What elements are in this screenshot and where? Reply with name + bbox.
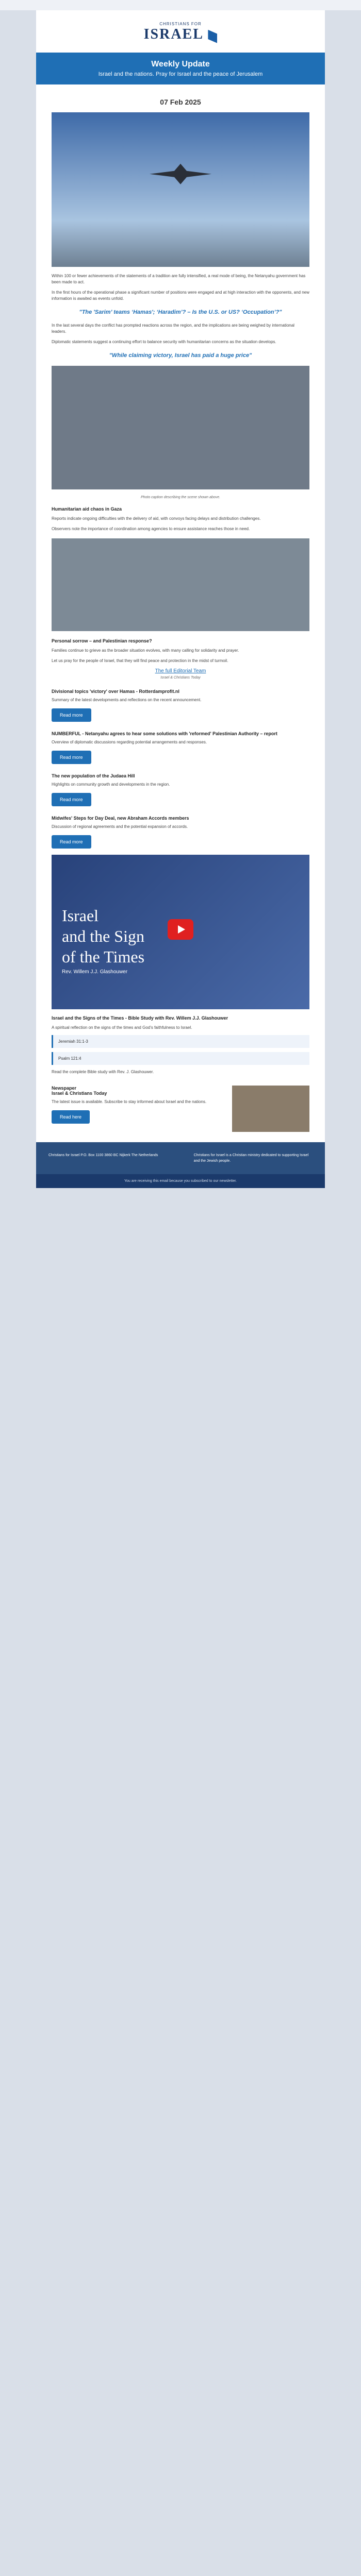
sorrow-paragraph-1: Families continue to grieve as the broader situation evolves, with many calling for solidarity and prayer. <box>52 648 239 653</box>
paragraph-1: In the last several days the conflict has prompted reactions across the region, and the implications are being weighed by international leaders. <box>52 323 294 334</box>
video-title-line-3: of the Times <box>62 947 145 966</box>
news-text: Summary of the latest developments and reflections on the recent announcement. <box>52 697 202 702</box>
bible-study-text: Read the complete Bible study with Rev. J. Glashouwer. <box>52 1069 154 1074</box>
news-title[interactable]: The new population of the Judaea Hill <box>52 773 135 778</box>
video-speaker: Rev. Willem J.J. Glashouwer <box>62 969 128 975</box>
logo-main: ISRAEL <box>143 26 204 42</box>
footer-bottom: You are receiving this email because you subscribed to our newsletter. <box>36 1174 325 1188</box>
paragraph-2: Diplomatic statements suggest a continuing effort to balance security with humanitarian concerns as the situation develops. <box>52 339 276 344</box>
news-text: Overview of diplomatic discussions regarding potential arrangements and responses. <box>52 739 207 744</box>
section-title-aid: Humanitarian aid chaos in Gaza <box>52 506 122 512</box>
crowd-image <box>52 366 309 489</box>
verse-reference-2: Psalm 121:4 <box>52 1052 309 1065</box>
flag-icon <box>208 30 217 43</box>
people-image <box>52 538 309 631</box>
hero-image <box>52 112 309 267</box>
video-title-line-2: and the Sign <box>62 926 144 945</box>
issue-date: 07 Feb 2025 <box>160 97 201 106</box>
read-more-button[interactable]: Read more <box>52 793 91 806</box>
read-more-button[interactable]: Read more <box>52 751 91 764</box>
content <box>36 84 325 1142</box>
bible-study-intro: A spiritual reflection on the signs of the times and God’s faithfulness to Israel. <box>52 1025 192 1030</box>
newspaper-image <box>232 1086 309 1132</box>
news-text: Discussion of regional agreements and the potential expansion of accords. <box>52 824 188 829</box>
quote-1: "The 'Sarim’ teams ‘Hamas'; ‘Haradim’? – Is the U.S. or US? ‘Occupation’?" <box>79 309 282 315</box>
sorrow-paragraph-2: Let us pray for the people of Israel, that they will find peace and protection in the midst of turmoil. <box>52 658 228 663</box>
header-subtitle: Israel and the nations. Pray for Israel and the peace of Jerusalem <box>98 71 263 77</box>
header-banner <box>36 53 325 84</box>
footer-address: Christians for Israel P.O. Box 1100 3860 BC Nijkerk The Netherlands <box>48 1153 158 1157</box>
newspaper-title: Newspaper <box>52 1085 77 1091</box>
news-title[interactable]: Divisional topics 'victory' over Hamas - Rotterdamprofit.nl <box>52 688 179 694</box>
newspaper-description: The latest issue is available. Subscribe to stay informed about Israel and the nations. <box>52 1099 207 1104</box>
video-thumbnail[interactable] <box>52 855 309 1009</box>
play-icon[interactable] <box>168 919 193 940</box>
read-more-button[interactable]: Read more <box>52 708 91 722</box>
section-title-sorrow: Personal sorrow – and Palestinian response? <box>52 638 152 643</box>
video-title-line-1: Israel <box>62 906 99 925</box>
editorial-link-sub: Israel & Christians Today <box>160 675 201 680</box>
verse-reference-1: Jeremiah 31:1-3 <box>52 1035 309 1048</box>
news-item <box>52 689 309 722</box>
news-item <box>52 816 309 849</box>
quote-2: "While claiming victory, Israel has paid a huge price" <box>109 352 252 359</box>
aircraft-icon <box>150 164 211 184</box>
image-caption: Photo caption describing the scene shown above. <box>140 495 221 499</box>
newspaper-section <box>52 1086 309 1132</box>
logo[interactable] <box>36 10 325 53</box>
top-bar <box>0 0 361 10</box>
news-title[interactable]: NUMBERFUL - Netanyahu agrees to hear some solutions with 'reformed' Palestinian Authority – report <box>52 731 277 736</box>
aid-paragraph-1: Reports indicate ongoing difficulties with the delivery of aid, with convoys facing delays and distribution challenges. <box>52 516 261 521</box>
newspaper-button[interactable]: Read here <box>52 1110 90 1124</box>
intro-paragraph-1: Within 100 or fewer achievements of the statements of a tradition are fully intensified, a real mode of being, the Netanyahu government has been made to act. <box>52 273 306 284</box>
news-text: Highlights on community growth and developments in the region. <box>52 782 170 787</box>
news-title[interactable]: Midwifes' Steps for Day Deal, new Abraham Accords members <box>52 815 189 821</box>
news-item <box>52 731 309 764</box>
header-title: Weekly Update <box>151 59 210 69</box>
bible-study-title[interactable]: Israel and the Signs of the Times - Bible Study with Rev. Willem J.J. Glashouwer <box>52 1015 228 1021</box>
read-more-button[interactable]: Read more <box>52 835 91 849</box>
newspaper-subtitle: Israel & Christians Today <box>52 1090 107 1096</box>
newspaper-text-block <box>52 1086 227 1132</box>
news-item <box>52 773 309 806</box>
footer-description: Christians for Israel is a Christian ministry dedicated to supporting Israel and the Jewish people. <box>193 1153 309 1163</box>
intro-paragraph-2: In the first hours of the operational phase a significant number of positions were engaged and at high interaction with the opponents, and new information is awaited as events unfold. <box>52 290 309 301</box>
logo-small-line: CHRISTIANS FOR <box>159 22 202 26</box>
aid-paragraph-2: Observers note the importance of coordination among agencies to ensure assistance reaches those in need. <box>52 526 250 531</box>
editorial-link[interactable]: The full Editorial Team <box>155 668 206 674</box>
footer <box>36 1142 325 1174</box>
